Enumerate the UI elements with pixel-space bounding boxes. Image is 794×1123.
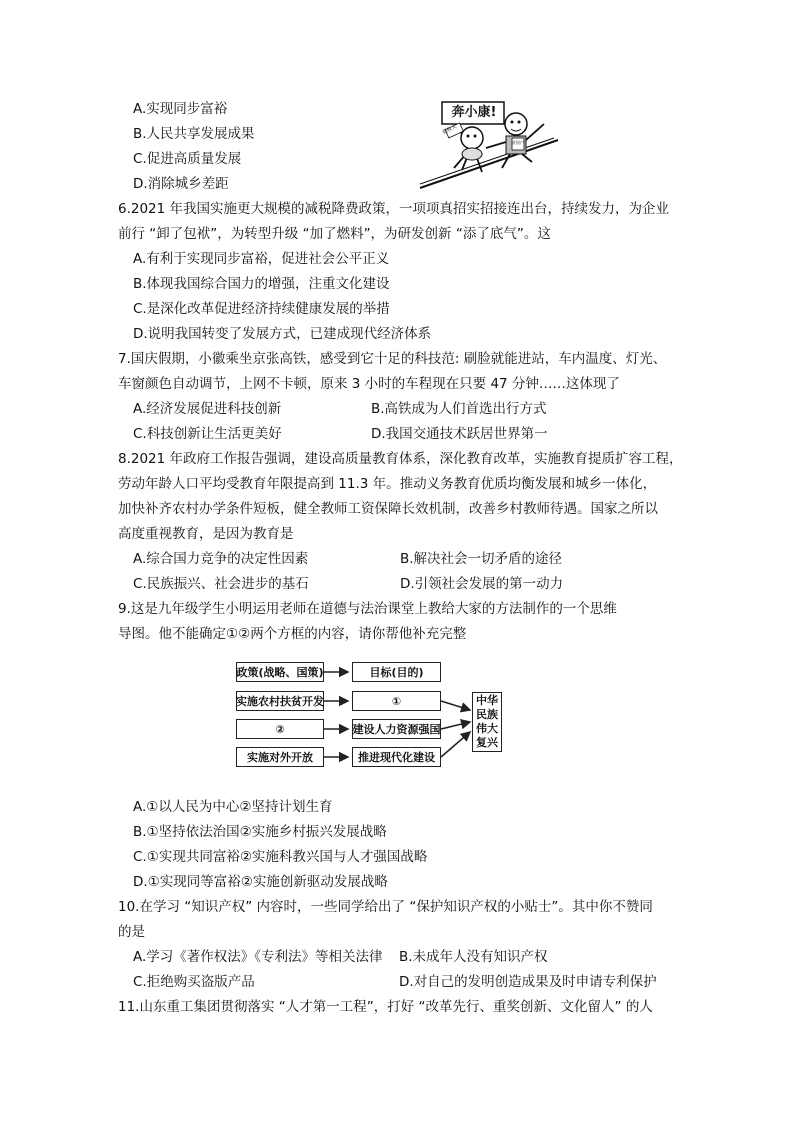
q10-stem-line-2: 的是	[118, 924, 145, 940]
q9-option-d: D.①实现同等富裕②实施创新驱动发展战略	[133, 874, 388, 890]
q8-option-d: D.引领社会发展的第一动力	[400, 576, 564, 592]
q7-option-c: C.科技创新让生活更美好	[133, 426, 282, 442]
q5-option-c: C.促进高质量发展	[133, 151, 242, 167]
cartoon-sign-text: 奔小康!	[451, 105, 497, 120]
q7-stem-line-1: 7.国庆假期，小徽乘坐京张高铁，感受到它十足的科技范: 刷脸就能进站，车内温度、灯光、	[118, 351, 667, 367]
q9-option-c: C.①实现共同富裕②实施科教兴国与人才强国战略	[133, 849, 428, 865]
mind-map-blank-2-box: ②	[236, 719, 324, 739]
q8-stem-line-3: 加快补齐农村办学条件短板，健全教师工资保障长效机制，改善乡村教师待遇。国家之所以	[118, 501, 658, 517]
mind-map-talent-box: 建设人力资源强国	[352, 719, 441, 739]
q10-option-c: C.拒绝购买盗版产品	[133, 974, 255, 990]
mind-map-opening-box: 实施对外开放	[236, 747, 324, 767]
q7-option-d: D.我国交通技术跃居世界第一	[371, 426, 548, 442]
q8-option-c: C.民族振兴、社会进步的基石	[133, 576, 309, 592]
q7-stem-line-2: 车窗颜色自动调节，上网不卡顿，原来 3 小时的车程现在只要 47 分钟……这体现了	[118, 376, 620, 392]
q9-stem-line-2: 导图。他不能确定①②两个方框的内容，请你帮他补充完整	[118, 626, 467, 642]
q10-option-a: A.学习《著作权法》《专利法》等相关法律	[133, 949, 383, 965]
q7-option-b: B.高铁成为人们首选出行方式	[371, 401, 547, 417]
q10-stem-line-1: 10.在学习 “知识产权” 内容时，一些同学给出了 “保护知识产权的小贴士”。其中你不赞同	[118, 899, 653, 915]
cartoon-badge-left: 低收入	[441, 124, 458, 136]
mind-map-policy-box: 政策(战略、国策)	[236, 662, 324, 682]
q6-option-a: A.有利于实现同步富裕，促进社会公平正义	[133, 251, 390, 267]
q8-stem-line-4: 高度重视教育，是因为教育是	[118, 526, 294, 542]
q9-stem-line-1: 9.这是九年级学生小明运用老师在道德与法治课堂上教给大家的方法制作的一个思维	[118, 601, 617, 617]
q6-stem-line-1: 6.2021 年我国实施更大规模的减税降费政策，一项项真招实招接连出台，持续发力，为企业	[118, 201, 670, 217]
q10-option-b: B.未成年人没有知识产权	[399, 949, 548, 965]
rejuvenation-char-4: 复兴	[476, 736, 498, 749]
q6-option-b: B.体现我国综合国力的增强，注重文化建设	[133, 276, 390, 292]
q11-stem-line-1: 11.山东重工集团贯彻落实 “人才第一工程”，打好 “改革先行、重奖创新、文化留人” 的人	[118, 999, 653, 1015]
q7-option-a: A.经济发展促进科技创新	[133, 401, 282, 417]
rejuvenation-char-2: 民族	[476, 708, 498, 721]
q6-stem-line-2: 前行 “卸了包袱”，为转型升级 “加了燃料”，为研发创新 “添了底气”。这	[118, 226, 551, 242]
mind-map-poverty-box: 实施农村扶贫开发	[236, 691, 324, 711]
q8-stem-line-2: 劳动年龄人口平均受教育年限提高到 11.3 年。推动义务教育优质均衡发展和城乡一体化，	[118, 476, 657, 492]
q9-option-a: A.①以人民为中心②坚持计划生育	[133, 799, 333, 815]
mind-map-rejuvenation-box	[472, 692, 502, 752]
q8-option-a: A.综合国力竞争的决定性因素	[133, 551, 309, 567]
mind-map-modernization-box: 推进现代化建设	[352, 747, 441, 767]
q6-option-d: D.说明我国转变了发展方式，已建成现代经济体系	[133, 326, 432, 342]
rejuvenation-char-1: 中华	[476, 694, 498, 707]
mind-map-diagram	[236, 660, 508, 772]
mind-map-goal-box: 目标(目的)	[352, 662, 441, 682]
q5-option-a: A.实现同步富裕	[133, 101, 228, 117]
q5-option-b: B.人民共享发展成果	[133, 126, 255, 142]
cartoon-badge-right: 贫困户	[512, 140, 524, 145]
q5-option-d: D.消除城乡差距	[133, 176, 229, 192]
cartoon-illustration	[418, 96, 560, 192]
q8-stem-line-1: 8.2021 年政府工作报告强调，建设高质量教育体系，深化教育改革，实施教育提质扩容工程，	[118, 451, 683, 467]
q10-option-d: D.对自己的发明创造成果及时申请专利保护	[399, 974, 657, 990]
rejuvenation-char-3: 伟大	[476, 722, 498, 735]
q6-option-c: C.是深化改革促进经济持续健康发展的举措	[133, 301, 390, 317]
q8-option-b: B.解决社会一切矛盾的途径	[400, 551, 563, 567]
q9-option-b: B.①坚持依法治国②实施乡村振兴发展战略	[133, 824, 387, 840]
mind-map-blank-1-box: ①	[352, 691, 441, 711]
